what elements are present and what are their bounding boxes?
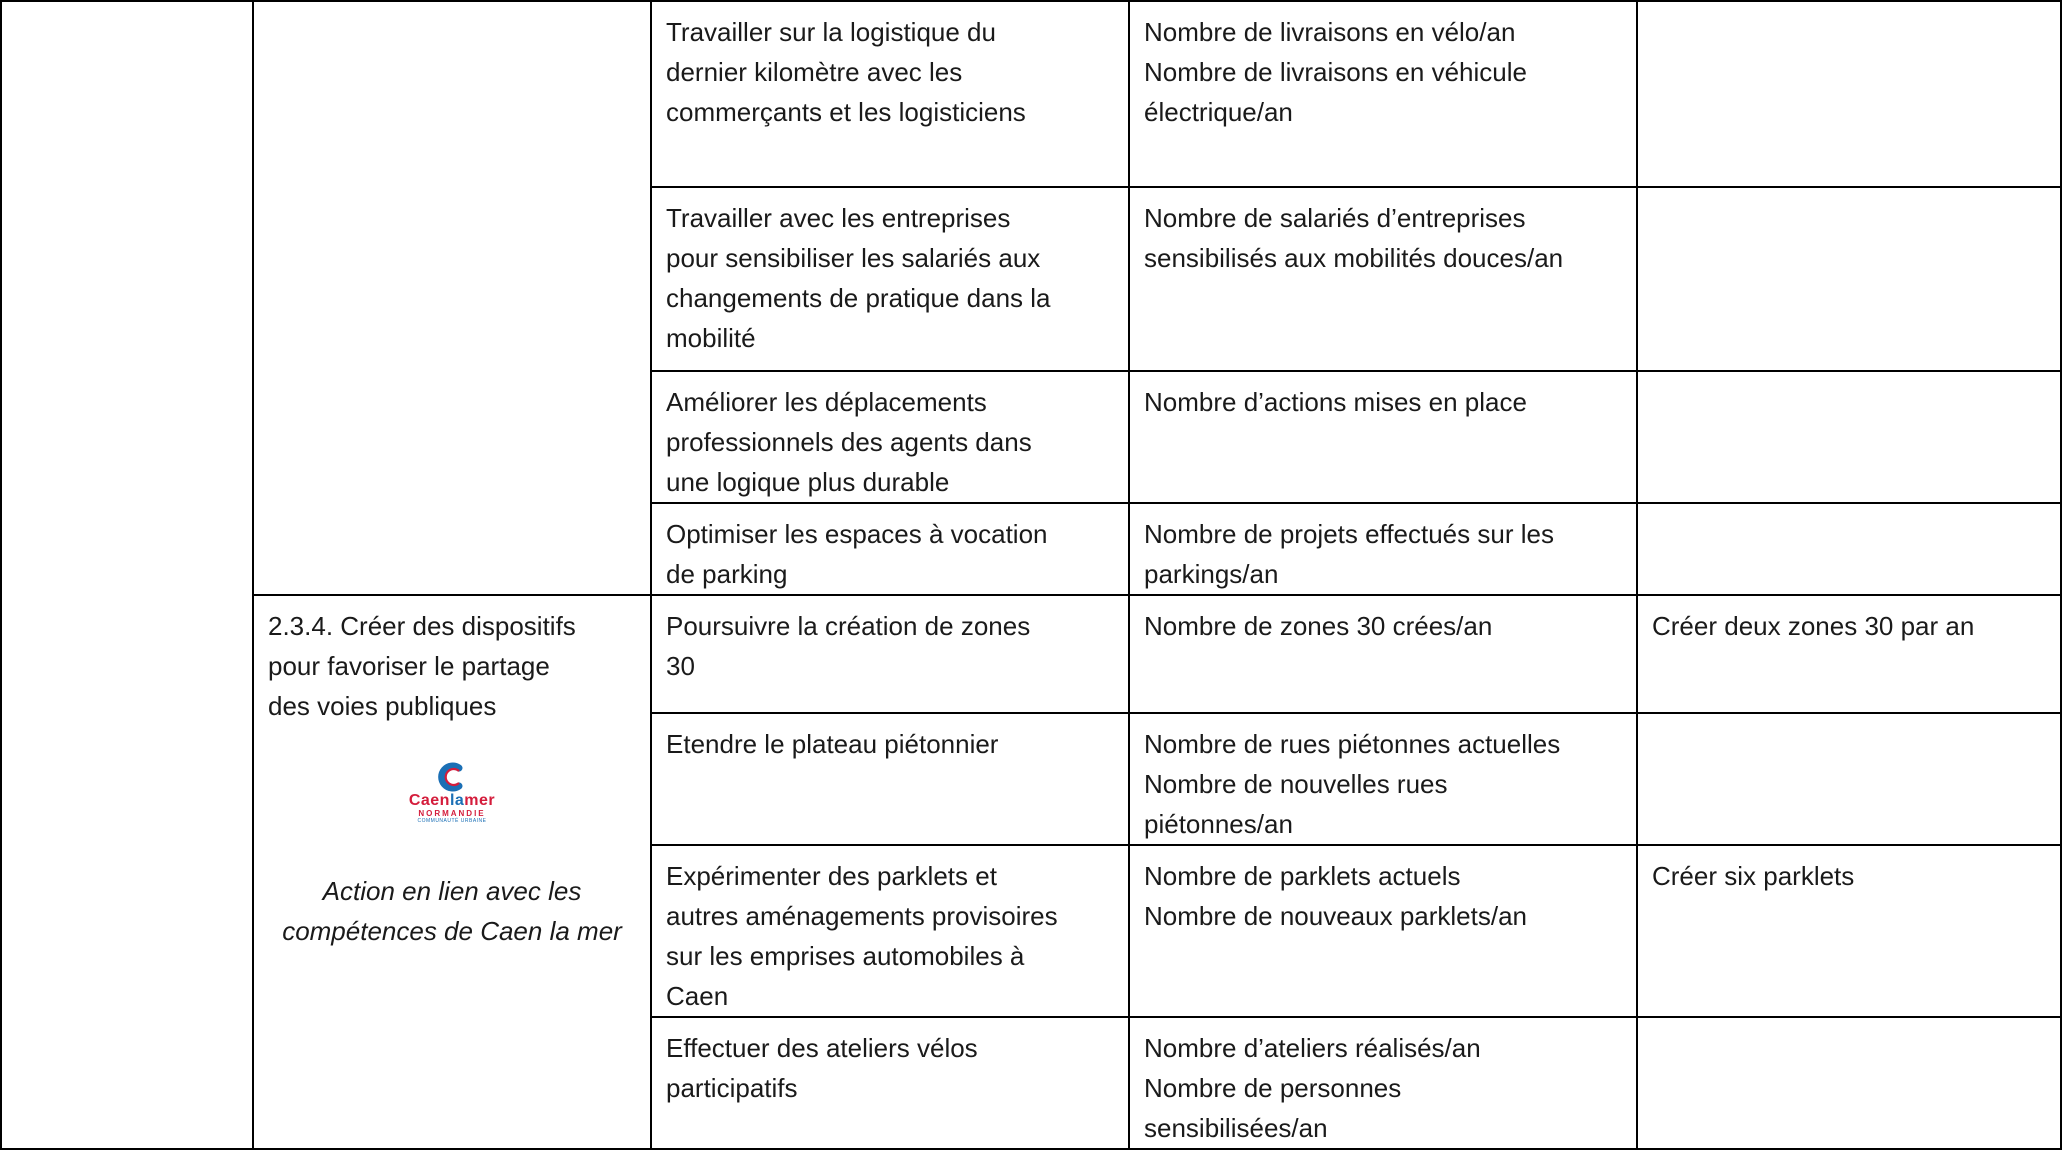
indicator-cell bbox=[1129, 845, 1637, 1017]
indicator-text: Nombre d’ateliers réalisés/an bbox=[1144, 1033, 1481, 1063]
action-text: Effectuer des ateliers vélos bbox=[666, 1033, 978, 1063]
logo-wordmark: Caenlamer bbox=[408, 792, 496, 809]
target-text: Créer deux zones 30 par an bbox=[1652, 611, 1975, 641]
indicator-text: Nombre de projets effectués sur les bbox=[1144, 519, 1554, 549]
caen-la-mer-logo bbox=[409, 762, 495, 824]
action-text: sur les emprises automobiles à bbox=[666, 941, 1025, 971]
indicator-cell bbox=[1129, 1017, 1637, 1149]
action-text: Poursuivre la création de zones bbox=[666, 611, 1031, 641]
action-cell bbox=[651, 595, 1129, 713]
indicator-text: piétonnes/an bbox=[1144, 809, 1293, 839]
objective-title: pour favoriser le partage bbox=[268, 651, 550, 681]
table-row bbox=[1, 595, 2061, 713]
target-cell bbox=[1637, 845, 2061, 1017]
indicator-text: Nombre de rues piétonnes actuelles bbox=[1144, 729, 1561, 759]
action-text: 30 bbox=[666, 651, 695, 681]
action-text: changements de pratique dans la bbox=[666, 283, 1051, 313]
empty-objective-cell bbox=[253, 1, 651, 595]
action-text: de parking bbox=[666, 559, 788, 589]
objective-cell bbox=[253, 595, 651, 1149]
action-text: pour sensibiliser les salariés aux bbox=[666, 243, 1041, 273]
action-text: Caen bbox=[666, 981, 729, 1011]
indicator-text: Nombre de nouveaux parklets/an bbox=[1144, 901, 1528, 931]
action-text: professionnels des agents dans bbox=[666, 427, 1032, 457]
action-text: autres aménagements provisoires bbox=[666, 901, 1058, 931]
action-cell bbox=[651, 1017, 1129, 1149]
indicator-text: Nombre de livraisons en vélo/an bbox=[1144, 17, 1516, 47]
objective-title: 2.3.4. Créer des dispositifs bbox=[268, 611, 576, 641]
target-cell bbox=[1637, 371, 2061, 503]
caen-la-mer-logo-icon bbox=[435, 762, 469, 792]
table-row bbox=[1, 1, 2061, 187]
action-text: dernier kilomètre avec les bbox=[666, 57, 963, 87]
action-text: Travailler sur la logistique du bbox=[666, 17, 996, 47]
objective-title: des voies publiques bbox=[268, 691, 497, 721]
indicator-cell bbox=[1129, 1, 1637, 187]
action-text: mobilité bbox=[666, 323, 756, 353]
action-cell bbox=[651, 845, 1129, 1017]
indicator-text: Nombre d’actions mises en place bbox=[1144, 387, 1527, 417]
indicator-text: parkings/an bbox=[1144, 559, 1279, 589]
indicator-cell bbox=[1129, 503, 1637, 595]
action-cell bbox=[651, 503, 1129, 595]
indicator-text: Nombre de parklets actuels bbox=[1144, 861, 1461, 891]
indicator-text: Nombre de livraisons en véhicule bbox=[1144, 57, 1527, 87]
indicator-cell bbox=[1129, 713, 1637, 845]
note-text: Action en lien avec les bbox=[322, 876, 582, 906]
indicator-text: Nombre de personnes bbox=[1144, 1073, 1402, 1103]
note-text: compétences de Caen la mer bbox=[282, 916, 622, 946]
action-text: Etendre le plateau piétonnier bbox=[666, 729, 999, 759]
target-cell bbox=[1637, 187, 2061, 371]
action-cell bbox=[651, 713, 1129, 845]
action-text: Améliorer les déplacements bbox=[666, 387, 987, 417]
target-cell bbox=[1637, 1, 2061, 187]
logo-subtitle: COMMUNAUTÉ URBAINE bbox=[417, 818, 487, 824]
indicator-cell bbox=[1129, 187, 1637, 371]
action-text: participatifs bbox=[666, 1073, 798, 1103]
target-cell bbox=[1637, 595, 2061, 713]
action-cell bbox=[651, 371, 1129, 503]
indicator-text: sensibilisés aux mobilités douces/an bbox=[1144, 243, 1564, 273]
logo-block bbox=[268, 762, 636, 833]
action-text: Expérimenter des parklets et bbox=[666, 861, 997, 891]
axis-cell bbox=[1, 1, 253, 1149]
objective-note bbox=[268, 871, 636, 951]
action-cell bbox=[651, 187, 1129, 371]
action-cell bbox=[651, 1, 1129, 187]
indicator-text: sensibilisées/an bbox=[1144, 1113, 1328, 1143]
indicator-text: Nombre de salariés d’entreprises bbox=[1144, 203, 1526, 233]
target-cell bbox=[1637, 503, 2061, 595]
logo-region: NORMANDIE bbox=[418, 809, 486, 818]
indicator-text: électrique/an bbox=[1144, 97, 1293, 127]
target-cell bbox=[1637, 1017, 2061, 1149]
action-text: commerçants et les logisticiens bbox=[666, 97, 1026, 127]
target-cell bbox=[1637, 713, 2061, 845]
indicator-cell bbox=[1129, 595, 1637, 713]
target-text: Créer six parklets bbox=[1652, 861, 1855, 891]
indicator-cell bbox=[1129, 371, 1637, 503]
action-text: Travailler avec les entreprises bbox=[666, 203, 1011, 233]
indicator-text: Nombre de zones 30 crées/an bbox=[1144, 611, 1493, 641]
action-text: Optimiser les espaces à vocation bbox=[666, 519, 1048, 549]
action-text: une logique plus durable bbox=[666, 467, 950, 497]
indicator-text: Nombre de nouvelles rues bbox=[1144, 769, 1448, 799]
